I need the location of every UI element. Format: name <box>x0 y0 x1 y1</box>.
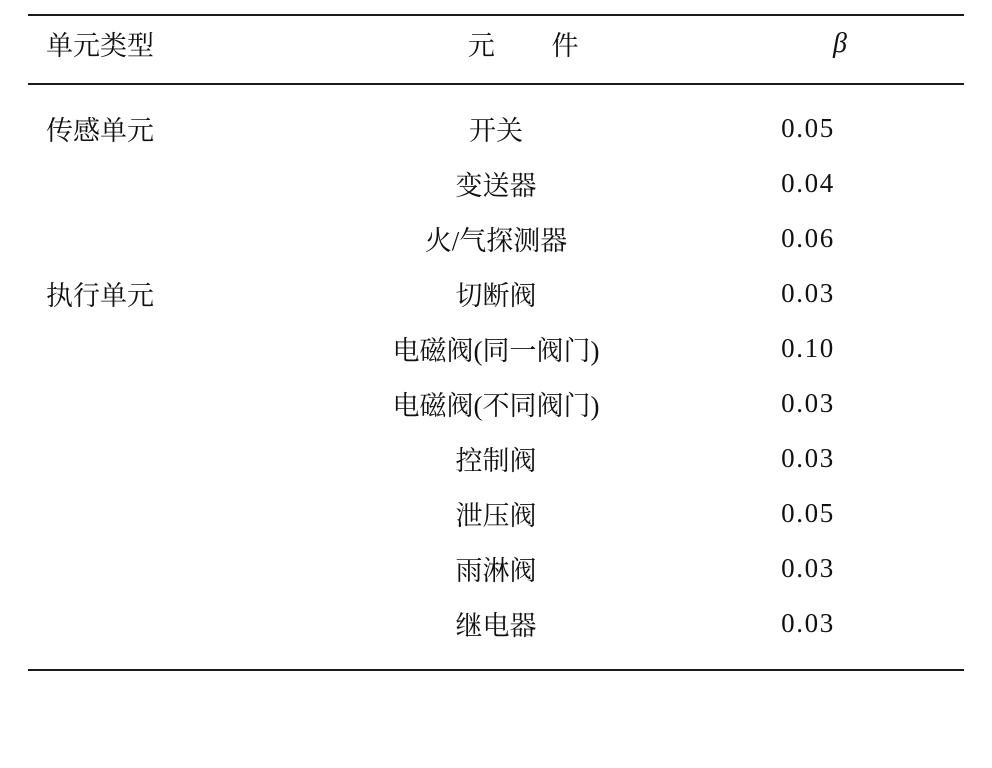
cell-component: 泄压阀 <box>455 500 537 531</box>
column-header-component-label: 元 件 <box>467 31 594 61</box>
table-row <box>28 266 964 321</box>
cell-beta: 0.04 <box>781 167 835 198</box>
cell-beta: 0.03 <box>781 607 835 638</box>
table-row <box>28 541 964 596</box>
column-header-beta <box>716 16 964 73</box>
cell-component: 切断阀 <box>455 280 537 311</box>
cell-beta: 0.05 <box>781 497 835 528</box>
cell-unit-type <box>28 431 340 486</box>
table-body <box>28 101 964 651</box>
table-header <box>28 16 964 73</box>
beta-factor-table <box>28 16 964 73</box>
column-header-component <box>330 16 716 73</box>
column-header-unit-type: 单元类型 <box>46 31 154 61</box>
top-spacer <box>28 0 964 14</box>
cell-beta: 0.03 <box>781 442 835 473</box>
header-row <box>28 16 964 73</box>
cell-unit-type: 传感单元 <box>46 115 154 146</box>
table-row <box>28 101 964 156</box>
cell-beta: 0.10 <box>781 332 835 363</box>
cell-unit-type <box>28 321 340 376</box>
cell-beta: 0.03 <box>781 277 835 308</box>
beta-factor-table-body <box>28 101 964 651</box>
cell-unit-type <box>28 211 340 266</box>
beta-symbol: β <box>833 27 847 59</box>
table-row <box>28 596 964 651</box>
table-row <box>28 486 964 541</box>
table-row <box>28 376 964 431</box>
cell-unit-type <box>28 596 340 651</box>
cell-component: 继电器 <box>455 610 537 641</box>
cell-component: 火/气探测器 <box>424 225 568 256</box>
table-row <box>28 211 964 266</box>
cell-unit-type <box>28 156 340 211</box>
cell-component: 雨淋阀 <box>455 555 537 586</box>
table-row <box>28 156 964 211</box>
cell-beta: 0.05 <box>781 112 835 143</box>
bottom-spacer <box>28 651 964 669</box>
header-spacer <box>28 73 964 83</box>
cell-beta: 0.03 <box>781 552 835 583</box>
cell-component: 电磁阀(同一阀门) <box>392 335 600 366</box>
table-bottom-rule <box>28 669 964 671</box>
after-mid-spacer <box>28 85 964 101</box>
cell-unit-type <box>28 541 340 596</box>
table-row <box>28 321 964 376</box>
cell-component: 变送器 <box>455 170 537 201</box>
table-row <box>28 431 964 486</box>
cell-beta: 0.03 <box>781 387 835 418</box>
cell-component: 电磁阀(不同阀门) <box>392 390 600 421</box>
cell-beta: 0.06 <box>781 222 835 253</box>
cell-component: 控制阀 <box>455 445 537 476</box>
cell-unit-type <box>28 376 340 431</box>
cell-component: 开关 <box>469 115 523 146</box>
cell-unit-type: 执行单元 <box>46 280 154 311</box>
cell-unit-type <box>28 486 340 541</box>
